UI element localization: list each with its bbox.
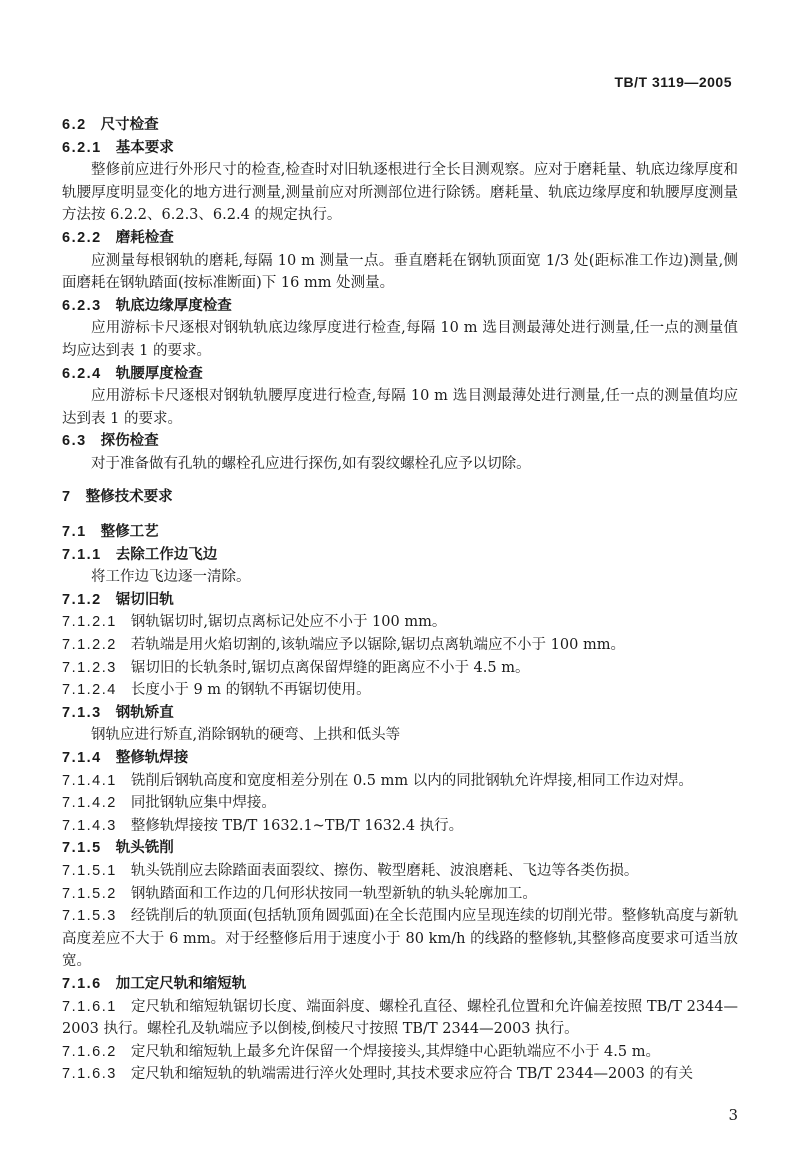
section-heading	[62, 589, 738, 612]
section-number: 7.1.2.4	[62, 682, 117, 699]
section-number: 7.1.5.3	[62, 908, 117, 925]
section-heading	[62, 702, 738, 725]
section-number: 7.1.4	[62, 750, 102, 767]
numbered-clause	[62, 815, 738, 838]
section-number: 7.1.5.1	[62, 863, 117, 879]
clause-text: 铣削后钢轨高度和宽度相差分别在 0.5 mm 以内的同批钢轨允许焊接,相同工作边对焊。	[130, 772, 693, 789]
section-number: 7.1.6.3	[62, 1066, 117, 1083]
section-heading	[62, 544, 738, 567]
paragraph: 应用游标卡尺逐根对钢轨轨底边缘厚度进行检查,每隔 10 m 选目测最薄处进行测量,任一点的测量值均应达到表 1 的要求。	[62, 320, 738, 359]
section-title: 整修技术要求	[85, 487, 173, 505]
paragraph: 应测量每根钢轨的磨耗,每隔 10 m 测量一点。垂直磨耗在钢轨顶面宽 1/3 处(距标准工作边)测量,侧面磨耗在钢轨踏面(按标准断面)下 16 mm 处测量。	[62, 252, 738, 292]
numbered-clause	[62, 679, 738, 702]
clause-text: 同批钢轨应集中焊接。	[130, 795, 276, 812]
paragraph: 整修前应进行外形尺寸的检查,检查时对旧轨逐根进行全长目测观察。应对于磨耗量、轨底边缘厚度和轨腰厚度明显变化的地方进行测量,测量前应对所测部位进行除锈。磨耗量、轨底边缘厚度和轨腰厚度测量方法按 6.2.2、6.2.3、6.2.4 的规定执行。	[62, 162, 738, 224]
section-number: 7.1.5	[62, 840, 102, 857]
paragraph: 应用游标卡尺逐根对钢轨轨腰厚度进行检查,每隔 10 m 选目测最薄处进行测量,任一点的测量值均应达到表 1 的要求。	[62, 388, 738, 427]
page-number: 3	[728, 1106, 738, 1124]
section-title: 整修轨焊接	[115, 749, 189, 767]
numbered-clause	[62, 1063, 738, 1086]
section-heading	[62, 295, 738, 318]
section-number: 6.2.2	[62, 229, 102, 246]
section-title: 锯切旧轨	[115, 590, 174, 608]
section-number: 7.1.2.3	[62, 659, 117, 676]
section-number: 7.1.6.1	[62, 998, 117, 1015]
section-heading	[62, 227, 738, 250]
section-number: 7	[62, 488, 72, 505]
section-title: 轨腰厚度检查	[115, 364, 203, 382]
clause-text: 钢轨锯切时,锯切点离标记处应不小于 100 mm。	[130, 614, 447, 631]
section-number: 7.1.3	[62, 704, 102, 721]
section-number: 6.2	[62, 117, 87, 133]
section-heading	[62, 137, 738, 160]
numbered-clause	[62, 1041, 738, 1064]
clause-text: 定尺轨和缩短轨上最多允许保留一个焊接接头,其焊缝中心距轨端应不小于 4.5 m。	[130, 1043, 660, 1060]
numbered-clause	[62, 634, 738, 657]
section-number: 7.1.2.2	[62, 637, 117, 654]
clause-text: 若轨端是用火焰切割的,该轨端应予以锯除,锯切点离轨端应不小于 100 mm。	[130, 637, 625, 654]
section-number: 7.1.4.1	[62, 772, 117, 789]
clause-text: 整修轨焊接按 TB/T 1632.1~TB/T 1632.4 执行。	[130, 817, 464, 834]
numbered-clause	[62, 905, 738, 973]
section-title: 钢轨矫直	[115, 703, 174, 721]
section-number: 7.1	[62, 524, 87, 541]
section-heading	[62, 114, 738, 137]
section-title: 尺寸检查	[100, 116, 159, 133]
section-number: 7.1.5.2	[62, 885, 117, 902]
paragraph: 将工作边飞边逐一清除。	[91, 569, 251, 586]
section-number: 6.2.3	[62, 297, 102, 314]
section-title: 去除工作边飞边	[115, 545, 218, 563]
section-title: 磨耗检查	[115, 228, 174, 246]
section-number: 7.1.4.2	[62, 795, 117, 812]
section-number: 6.2.4	[62, 365, 102, 382]
section-title: 基本要求	[115, 138, 174, 156]
section-number: 7.1.2	[62, 591, 102, 608]
numbered-clause	[62, 792, 738, 815]
section-heading	[62, 486, 738, 509]
clause-text: 钢轨踏面和工作边的几何形状按同一轨型新轨的轨头轮廓加工。	[130, 885, 537, 902]
numbered-clause	[62, 883, 738, 906]
section-heading	[62, 363, 738, 386]
clause-text: 轨头铣削应去除踏面表面裂纹、擦伤、鞍型磨耗、波浪磨耗、飞边等各类伤损。	[130, 863, 639, 879]
numbered-clause	[62, 611, 738, 634]
section-number: 7.1.6.2	[62, 1043, 117, 1060]
numbered-clause	[62, 996, 738, 1041]
section-number: 7.1.6	[62, 975, 102, 992]
numbered-clause	[62, 657, 738, 680]
section-heading	[62, 747, 738, 770]
numbered-clause	[62, 770, 738, 793]
clause-text: 长度小于 9 m 的钢轨不再锯切使用。	[130, 682, 371, 699]
clause-text: 定尺轨和缩短轨的轨端需进行淬火处理时,其技术要求应符合 TB/T 2344—2003 的有关	[130, 1066, 693, 1083]
section-number: 7.1.1	[62, 546, 102, 563]
section-title: 轨底边缘厚度检查	[115, 296, 232, 314]
numbered-clause	[62, 860, 738, 883]
clause-text: 经铣削后的轨顶面(包括轨顶角圆弧面)在全长范围内应呈现连续的切削光带。整修轨高度与新轨高度差应不大于 6 mm。对于经整修后用于速度小于 80 km/h 的线路的整修轨,其整修高度要求可适当放宽。	[62, 908, 738, 970]
section-number: 6.2.1	[62, 139, 102, 156]
section-title: 加工定尺轨和缩短轨	[115, 974, 247, 992]
section-heading	[62, 430, 738, 453]
document-header: TB/T 3119—2005	[614, 74, 732, 90]
section-title: 整修工艺	[100, 523, 159, 541]
paragraph: 钢轨应进行矫直,消除钢轨的硬弯、上拱和低头等	[91, 727, 401, 744]
clause-text: 锯切旧的长轨条时,锯切点离保留焊缝的距离应不小于 4.5 m。	[130, 659, 530, 676]
section-number: 7.1.4.3	[62, 817, 117, 834]
section-heading	[62, 973, 738, 996]
section-number: 7.1.2.1	[62, 614, 117, 631]
document-body	[62, 114, 738, 1086]
section-title: 探伤检查	[100, 432, 159, 450]
section-heading	[62, 837, 738, 860]
paragraph: 对于准备做有孔轨的螺栓孔应进行探伤,如有裂纹螺栓孔应予以切除。	[91, 455, 531, 472]
section-heading	[62, 521, 738, 544]
section-number: 6.3	[62, 433, 87, 450]
clause-text: 定尺轨和缩短轨锯切长度、端面斜度、螺栓孔直径、螺栓孔位置和允许偏差按照 TB/T 2344—2003 执行。螺栓孔及轨端应予以倒棱,倒棱尺寸按照 TB/T 2344—2003 执行。	[62, 998, 738, 1038]
section-title: 轨头铣削	[115, 839, 174, 857]
